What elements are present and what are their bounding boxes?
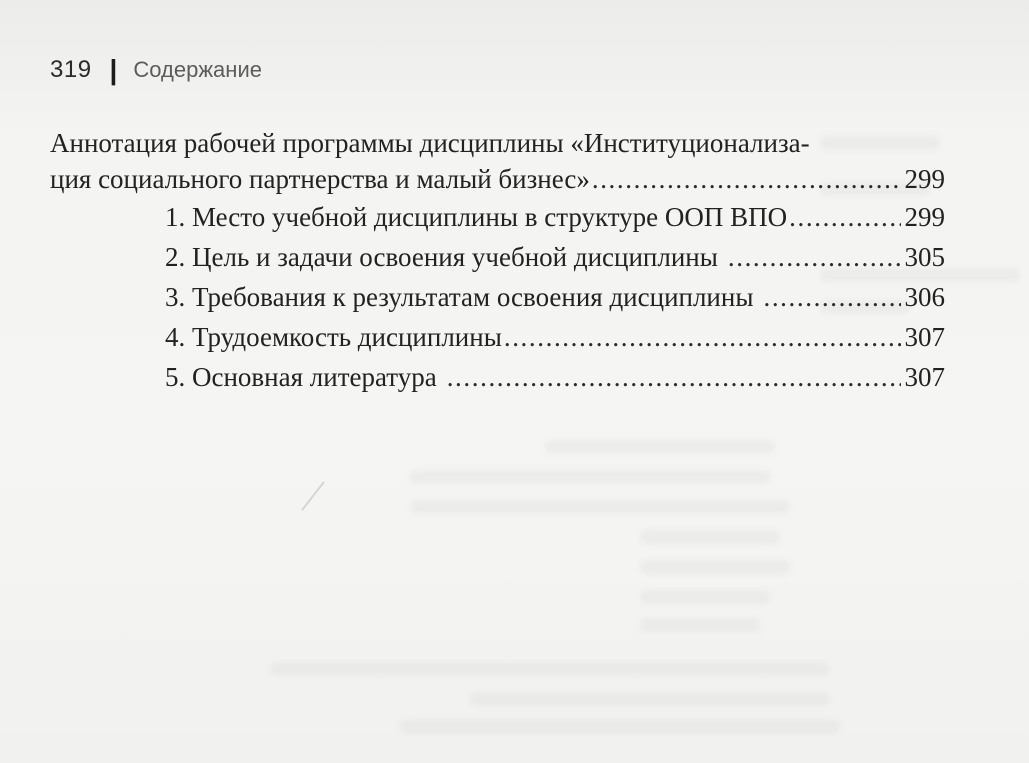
show-through-line bbox=[470, 692, 830, 706]
toc-item-label: 1. Место учебной дисциплины в структуре ООП ВПО bbox=[165, 202, 788, 232]
show-through-line bbox=[545, 440, 775, 454]
toc-item-label: 3. Требования к результатам освоения дисциплины bbox=[165, 282, 754, 312]
show-through-line bbox=[410, 470, 770, 484]
table-of-contents bbox=[50, 125, 945, 397]
dot-leader bbox=[504, 317, 901, 357]
section-title: Содержание bbox=[133, 57, 262, 82]
toc-page-number: 307 bbox=[904, 362, 945, 392]
pencil-mark bbox=[301, 481, 325, 511]
toc-entry-title: Аннотация рабочей программы дисциплины «Институционализа- bbox=[50, 128, 810, 158]
show-through-line bbox=[640, 590, 770, 604]
show-through-line bbox=[640, 560, 790, 574]
toc-entry-title: ция социального партнерства и малый бизнес» bbox=[50, 164, 590, 194]
toc-main-entry-line2 bbox=[50, 161, 945, 197]
dot-leader bbox=[592, 161, 901, 197]
dot-leader bbox=[763, 277, 900, 317]
toc-page-number: 306 bbox=[904, 282, 945, 312]
toc-item bbox=[50, 357, 945, 397]
toc-item bbox=[50, 317, 945, 357]
toc-item bbox=[50, 277, 945, 317]
running-header bbox=[50, 52, 262, 88]
dot-leader bbox=[728, 237, 901, 277]
toc-page-number: 299 bbox=[904, 164, 945, 194]
toc-item-label: 5. Основная литература bbox=[165, 362, 437, 392]
toc-item bbox=[50, 197, 945, 237]
show-through-line bbox=[410, 500, 790, 514]
dot-leader bbox=[789, 197, 900, 237]
show-through-line bbox=[400, 720, 840, 734]
dot-leader bbox=[447, 357, 901, 397]
toc-page-number: 307 bbox=[904, 322, 945, 352]
toc-item-label: 2. Цель и задачи освоения учебной дисциплины bbox=[165, 242, 718, 272]
toc-page-number: 305 bbox=[904, 242, 945, 272]
show-through-line bbox=[640, 530, 780, 544]
toc-main-entry-line1 bbox=[50, 125, 945, 161]
toc-item-label: 4. Трудоемкость дисциплины bbox=[165, 322, 502, 352]
toc-page-number: 299 bbox=[904, 202, 945, 232]
header-separator: | bbox=[109, 54, 118, 85]
show-through-line bbox=[640, 618, 760, 632]
show-through-line bbox=[270, 662, 830, 676]
page-number: 319 bbox=[50, 56, 92, 83]
toc-item bbox=[50, 237, 945, 277]
